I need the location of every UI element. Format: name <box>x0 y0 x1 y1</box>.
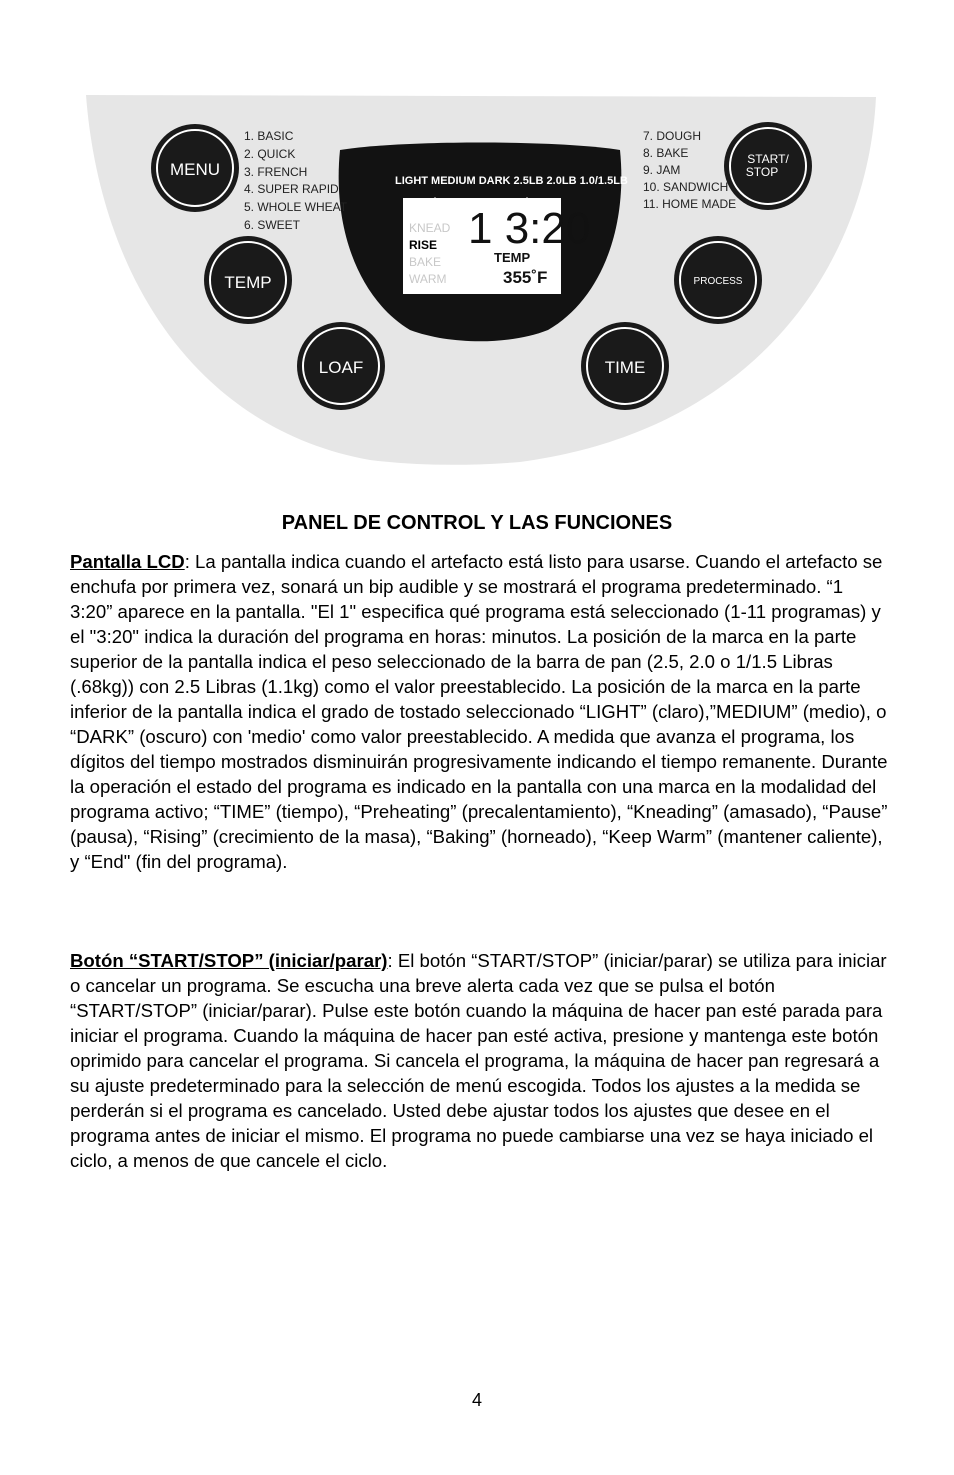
lcd-state-rise: RISE <box>409 238 438 252</box>
lcd-temp-label: TEMP <box>494 250 531 265</box>
process-button[interactable] <box>674 236 762 324</box>
temp-button[interactable] <box>204 236 292 324</box>
section-lead: Botón “START/STOP” (iniciar/parar) <box>70 950 388 971</box>
temp-button-label: TEMP <box>224 273 272 292</box>
menu-item: 9. JAM <box>643 163 681 177</box>
page-number: 4 <box>471 1390 482 1410</box>
time-button-label: TIME <box>604 358 646 377</box>
menu-button[interactable] <box>151 124 239 212</box>
section-lcd <box>70 549 890 874</box>
menu-item: 5. WHOLE WHEAT <box>244 200 348 214</box>
lcd-state-knead: KNEAD <box>409 221 451 235</box>
menu-item: 11. HOME MADE <box>643 197 737 211</box>
process-button-label: PROCESS <box>693 276 743 287</box>
page-title: PANEL DE CONTROL Y LAS FUNCIONES <box>281 512 673 534</box>
lcd-state-warm: WARM <box>409 272 447 286</box>
menu-item: 4. SUPER RAPID <box>244 182 339 196</box>
loaf-button[interactable] <box>297 322 385 410</box>
menu-item: 6. SWEET <box>244 218 301 232</box>
start-stop-button[interactable] <box>724 122 812 210</box>
lcd-time: 1 3:20 <box>468 204 591 253</box>
control-panel-illustration <box>0 0 954 480</box>
menu-button-label: MENU <box>169 160 221 179</box>
lcd-top-labels: LIGHT MEDIUM DARK 2.5LB 2.0LB 1.0/1.5LB <box>395 175 628 187</box>
menu-item: 3. FRENCH <box>244 165 308 179</box>
section-body: : La pantalla indica cuando el artefacto está listo para usarse. Cuando el artefacto se enchufa por primera vez, sonará un bip audible y se mostrará el programa predeterminado. “1 3:20” aparece en la pantalla. "El 1" especifica qué programa está seleccionado (1-11 programas) y el "3:20" indica la duración del programa en horas: minutos. La posición de la marca en la parte superior de la pantalla indica el peso seleccionado de la barra de pan (2.5, 2.0 o 1/1.5 Libras (.68kg)) con 2.5 Libras (1.1kg) como el valor preestablecido. La posición de la marca en la parte inferior de la pantalla indica el grado de tostado seleccionado “LIGHT” (claro),”MEDIUM” (medio), o “DARK” (oscuro) con 'medio' como valor preestablecido. A medida que avanza el programa, los dígitos del tiempo mostrados disminuirán progresivamente indicando el tiempo remanente. Durante la operación el estado del programa es indicado en la pantalla con una marca en la modalidad del programa activo; “TIME” (tiempo), “Preheating” (precalentamiento), “Kneading” (amasado), “Pause” (pausa), “Rising” (crecimiento de la masa), “Baking” (horneado), “Keep Warm” (mantener caliente), y “End" (fin del programa). <box>70 551 888 872</box>
lcd-temp-value: 355˚F <box>503 268 548 287</box>
start-stop-label-2: STOP <box>745 165 779 179</box>
loaf-button-label: LOAF <box>318 358 364 377</box>
lcd-state-bake: BAKE <box>409 255 442 269</box>
start-stop-label-1: START/ <box>747 152 789 166</box>
section-lead: Pantalla LCD <box>70 551 185 572</box>
section-start-stop <box>70 948 890 1173</box>
menu-item: 8. BAKE <box>643 146 689 160</box>
time-button[interactable] <box>581 322 669 410</box>
section-body: : El botón “START/STOP” (iniciar/parar) se utiliza para iniciar o cancelar un programa. Se escucha una breve alerta cada vez que se pulsa el botón “START/STOP” (iniciar/parar). Pulse este botón cuando la máquina de hacer pan esté parada para iniciar el programa. Cuando la máquina de hacer pan esté activa, presione y mantenga este botón oprimido para cancelar el programa. Si cancela el programa, la máquina de hacer pan regresará a su ajuste predeterminado para la selección de menú escogida. Todos los ajustes a la medida se perderán si el programa es cancelado. Usted debe ajustar todos los ajustes que desee en el programa antes de iniciar el mismo. El programa no puede cambiarse una vez se haya iniciado el ciclo, a menos de que cancele el ciclo. <box>70 950 887 1171</box>
menu-item: 10. SANDWICH <box>643 180 729 194</box>
menu-item: 1. BASIC <box>244 129 294 143</box>
menu-item: 7. DOUGH <box>643 129 702 143</box>
menu-item: 2. QUICK <box>244 147 296 161</box>
